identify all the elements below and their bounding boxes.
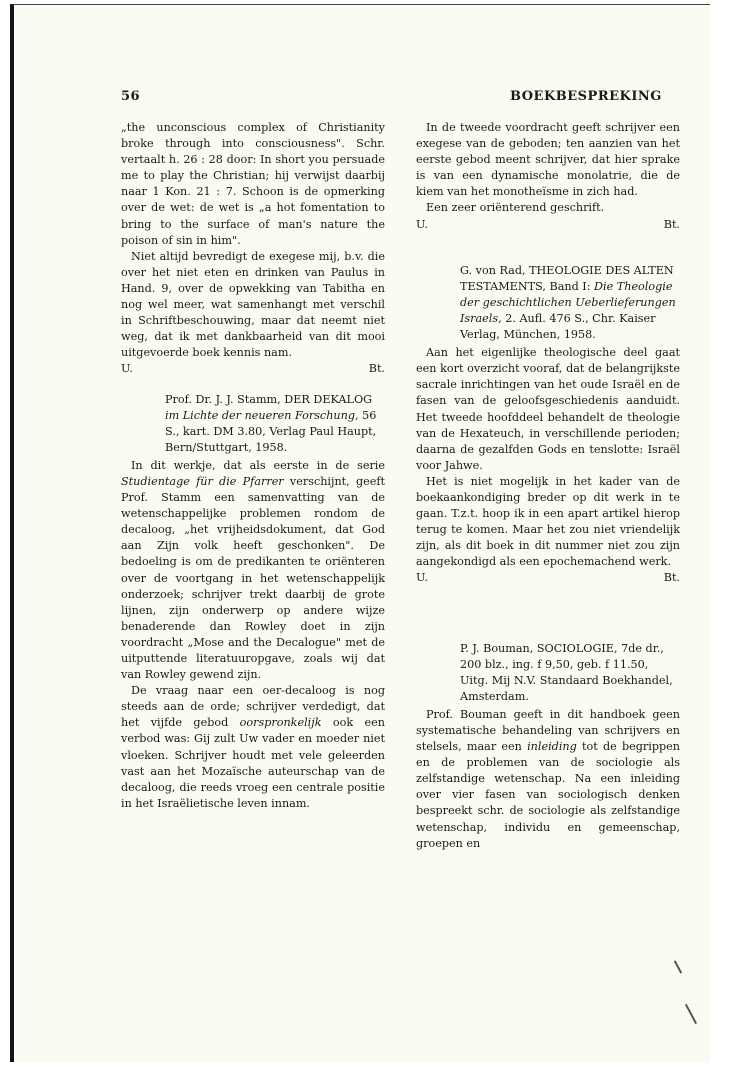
section-title: BOEKBESPREKING bbox=[510, 89, 662, 104]
paragraph: In de tweede voordracht geeft schrijver een exegese van de geboden; ten aanzien van het eerste gebod meent schrijver, dat hier sprake is van een dynamische monolatrie, die de kiem van het monotheïsme in zich had. bbox=[416, 121, 680, 199]
paragraph: „the unconscious complex of Christianity broke through into consciousness". Schr. vertaalt h. 26 : 28 door: In short you persuade me to play the Christian; hij verwijst daarbij naar 1 Kon. 21 : 7. Schoon is de opmerking over de wet: de wet is „a hot fomentation to bring to the surface of man's nature the poison of sin in him". bbox=[121, 121, 385, 247]
signature-line bbox=[416, 217, 680, 233]
book-citation-bouman: P. J. Bouman, SOCIOLOGIE, 7de dr., 200 blz., ing. f 9,50, geb. f 11.50, Uitg. Mij N.V. Standaard Boekhandel, Amsterdam. bbox=[460, 641, 673, 703]
paragraph: Niet altijd bevredigt de exegese mij, b.v. die over het niet eten en drinken van Paulus in Hand. 9, over de opwekking van Tabitha en nog wel meer, wat samenhangt met verschil in Schriftbeschouwing, maar dat neemt niet weg, dat ik met dankbaarheid van dit mooi uitgevoerde boek kennis nam. bbox=[121, 249, 385, 360]
reviewer-signature: Bt. bbox=[663, 571, 680, 585]
signature-line bbox=[121, 361, 385, 377]
paragraph: In dit werkje, dat als eerste in de serie Studientage für die Pfarrer verschijnt, geeft Prof. Stamm een samenvatting van de wetenschappelijke problemen rondom de decaloog, „het vrijheidsdokument, dat God aan Zijn volk heeft geschonken". De bedoeling is om de predikanten te oriënteren over de voortgang in het wetenschappelijk onderzoek; schrijver trekt daarbij de grote lijnen, zijn onderwerp op andere wijze benaderende dan Rowley doet in zijn voordracht „Mose and the Decalogue" met de uitputtende literatuuropgave, zoals wij dat van Rowley gewend zijn. bbox=[121, 458, 386, 682]
reviewer-signature: Bt. bbox=[663, 217, 680, 231]
paragraph: Prof. Bouman geeft in dit handboek geen systematische behandeling van schrijvers en stelsels, maar een inleiding tot de begrippen en de problemen van de sociologie als zelfstandige wetenschap. Na een inleiding over vier fasen van sociologisch denken bespreekt schr. de sociologie als zelfstandige wetenschap, individu en gemeenschap, groepen en bbox=[416, 707, 680, 850]
reviewer-initial: U. bbox=[121, 362, 133, 376]
reviewer-signature: Bt. bbox=[368, 362, 385, 376]
paragraph: Het is niet mogelijk in het kader van de boekaankondiging breder op dit werk in te gaan. T.z.t. hoop ik in een apart artikel hierop terug te komen. Maar het zou niet vriendelijk zijn, als dit boek in dit nummer niet zou zijn aangekondigd als een epochemachend werk. bbox=[416, 474, 680, 569]
paragraph: Een zeer oriënterend geschrift. bbox=[426, 201, 605, 215]
left-column bbox=[121, 120, 385, 812]
paragraph: De vraag naar een oer-decaloog is nog steeds aan de orde; schrijver verdedigt, dat het vijfde gebod oorspronkelijk ook een verbod was: Gij zult Uw vader en moeder niet vloeken. Schrijver houdt met vele geleerden vast aan het Mozaïsche auteurschap van de decaloog, die reeds vroeg een centrale positie in het Israëlietische leven innam. bbox=[121, 684, 385, 810]
signature-line bbox=[416, 570, 680, 586]
page-number: 56 bbox=[121, 89, 141, 104]
paragraph: Aan het eigenlijke theologische deel gaat een kort overzicht vooraf, dat de belangrijkste sacrale inrichtingen van het oude Israël en de fasen van de geloofsgeschiedenis aanduidt. Het tweede hoofddeel behandelt de theologie van de Hexateuch, in verschillende perioden; daarna de gezalfden Gods en tenslotte: Israël voor Jahwe. bbox=[416, 346, 680, 472]
book-citation-von-rad: G. von Rad, THEOLOGIE DES ALTEN TESTAMENTS, Band I: Die Theologie der geschichtlichen Ueberlieferungen Israels, 2. Aufl. 476 S., Chr. Kaiser Verlag, München, 1958. bbox=[460, 263, 676, 342]
book-citation-stamm: Prof. Dr. J. J. Stamm, DER DEKALOG im Lichte der neueren Forschung, 56 S., kart. DM 3.80, Verlag Paul Haupt, Bern/Stuttgart, 1958. bbox=[165, 392, 377, 454]
reviewer-initial: U. bbox=[416, 217, 428, 231]
reviewer-initial: U. bbox=[416, 571, 428, 585]
right-column bbox=[416, 120, 680, 852]
